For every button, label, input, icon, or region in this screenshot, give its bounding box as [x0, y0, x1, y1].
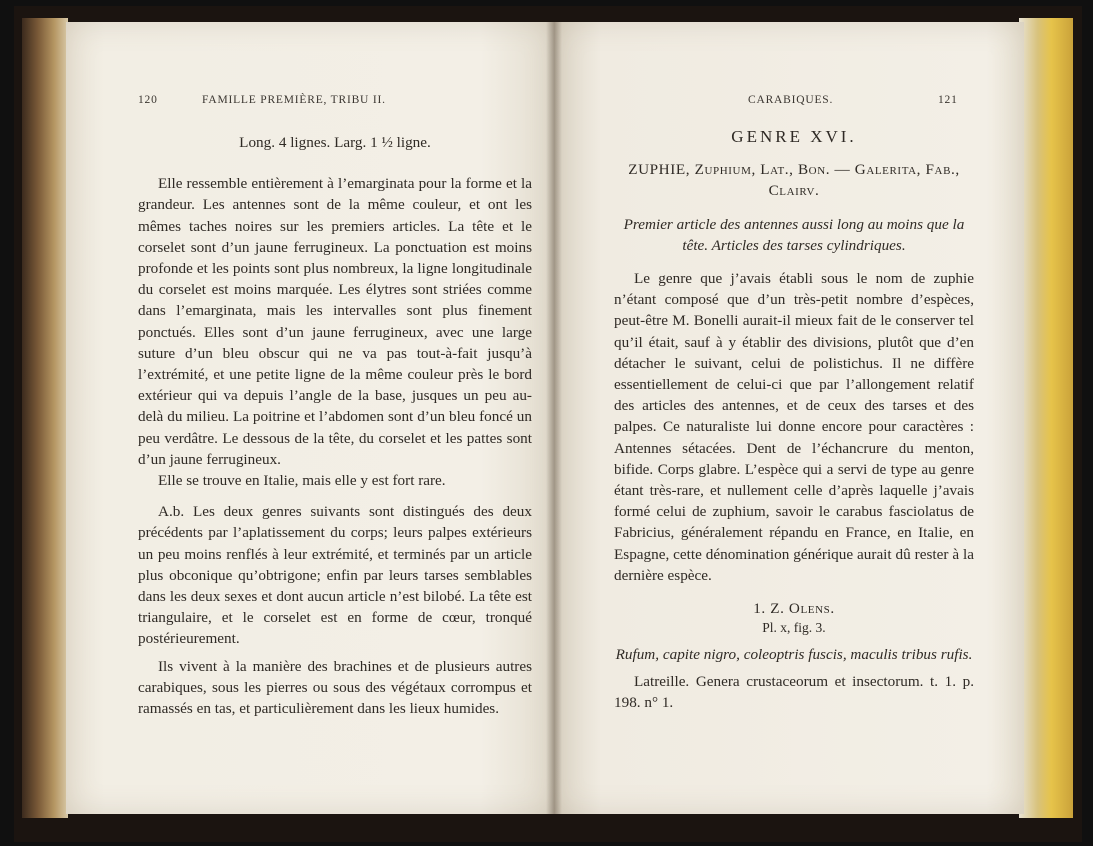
- right-page-number: 121: [938, 94, 958, 106]
- right-running-title: CARABIQUES.: [748, 94, 834, 106]
- bibliographic-reference: Latreille. Genera crustaceorum et insectorum. t. 1. p. 198. n° 1.: [614, 673, 974, 712]
- genre-diagnosis: Premier article des antennes aussi long au moins que la tête. Articles des tarses cylindriques.: [623, 215, 965, 254]
- habitat-paragraph: Elle se trouve en Italie, mais elle y est fort rare.: [158, 472, 446, 490]
- section-ab-paragraph: A.b. Les deux genres suivants sont distingués des deux précédents par l’aplatissement du corps; leurs palpes extérieurs un peu moins renflés à leur extrémité, et terminés par un article plus obconique qu’obtrigone; enfin par leurs tarses semblables dans les deux sexes et dont aucun article n’est bilobé. La tête est triangulaire, et le corselet est en forme de cœur, tronqué postérieurement.: [138, 503, 532, 648]
- book-cover-left-edge: [22, 18, 68, 818]
- behaviour-paragraph: Ils vivent à la manière des brachines et de plusieurs autres carabiques, sous les pierres ou sous des végétaux corrompus et ramassés en tas, et particulièrement dans les lieux humides.: [138, 657, 532, 718]
- genre-title: GENRE XVI.: [731, 127, 857, 146]
- description-paragraph: Elle ressemble entièrement à l’emarginata pour la forme et la grandeur. Les antennes sont de la même couleur, et ont les mêmes taches noires sur les premiers articles. La tête et le corselet sont d’un jaune ferrugineux. La ponctuation est moins profonde et les points sont plus nombreux, la ligne longitudinale du corselet est moins marquée. Les élytres sont striées comme dans l’emarginata, mais les intervalles sont plus finement ponctués. Elles sont d’un jaune ferrugineux, avec une large suture d’un bleu obscur qui ne va pas tout-à-fait jusqu’à l’extrémité, et une petite ligne de la même couleur près le bord extérieur qui va depuis l’angle de la base, jusques un peu au-delà du milieu. La poitrine et l’abdomen sont d’un bleu foncé un peu verdâtre. Le dessous de la tête, du corselet et les pattes sont d’un jaune ferrugineux.: [138, 175, 532, 468]
- plate-reference: Pl. x, fig. 3.: [762, 620, 826, 636]
- measurements-line: Long. 4 lignes. Larg. 1 ½ ligne.: [239, 134, 431, 151]
- species-title: 1. Z. Olens.: [753, 600, 835, 618]
- species-diagnosis: Rufum, capite nigro, coleoptris fuscis, maculis tribus rufis.: [615, 646, 973, 664]
- book-gutter: [546, 22, 562, 814]
- left-page-number: 120: [138, 94, 158, 106]
- book-page-edges-right: [1019, 18, 1073, 818]
- right-text-block: [614, 126, 974, 714]
- left-running-title: FAMILLE PREMIÈRE, TRIBU II.: [202, 94, 386, 106]
- genre-synonymy: ZUPHIE, Zuphium, Lat., Bon. — Galerita, Fab., Clairv.: [628, 161, 960, 200]
- genre-discussion-paragraph: Le genre que j’avais établi sous le nom de zuphie n’étant composé que d’un très-petit nombre d’espèces, peut-être M. Bonelli aurait-il mieux fait de le conserver tel qu’il était, sauf à y établir des divisions, plutôt que d’en détacher le suivant, celui de polistichus. Il ne diffère essentiellement de celui-ci que par l’allongement relatif des articles des antennes, et de ceux des tarses et des palpes. Ce naturaliste lui donne encore pour caractères : Antennes sétacées. Dent de l’échancrure du menton, bifide. Corps glabre. L’espèce qui a servi de type au genre étant très-rare, et nullement celle d’après laquelle j’avais formé celui de zuphium, savoir le carabus fasciolatus de Fabricius, généralement répandu en France, en Italie, en Espagne, cette dénomination générique aurait dû rester à la dernière espèce.: [614, 270, 974, 584]
- left-text-block: [138, 132, 532, 719]
